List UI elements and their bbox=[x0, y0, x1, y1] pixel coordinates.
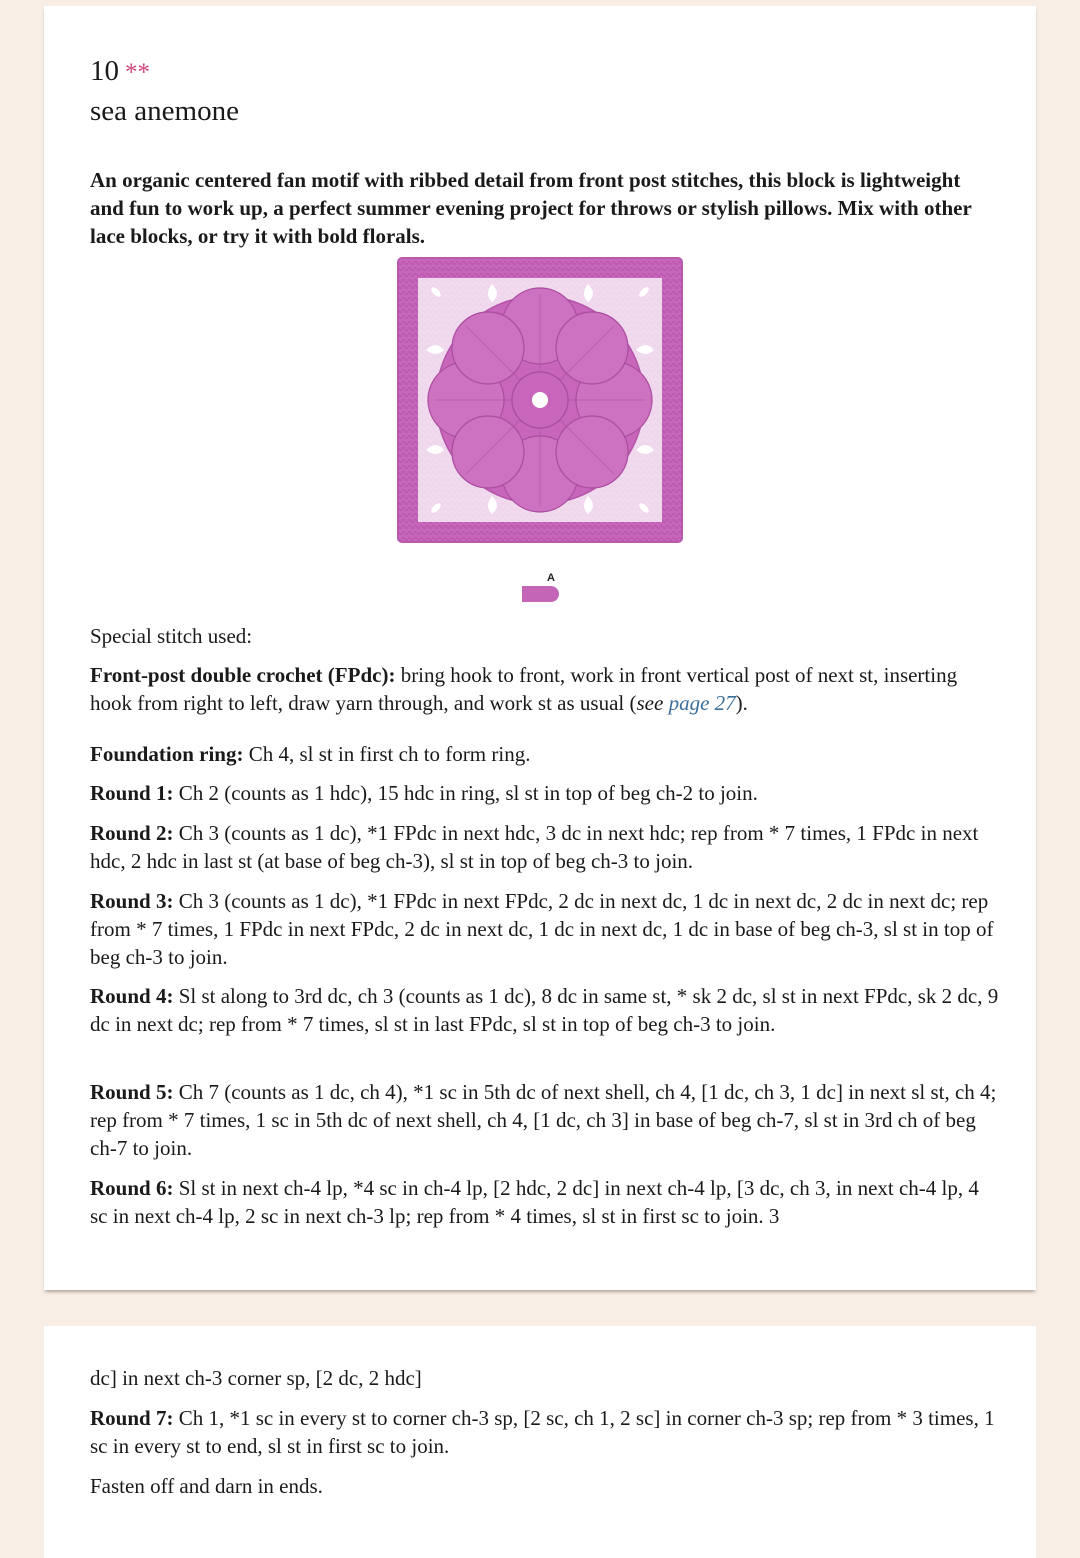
round-label: Round 7: bbox=[90, 1406, 174, 1430]
round-label: Round 2: bbox=[90, 821, 174, 845]
special-stitch-term: Front-post double crochet (FPdc): bbox=[90, 663, 396, 687]
special-stitch-text-end: ). bbox=[735, 691, 748, 715]
finishing-instruction: Fasten off and darn in ends. bbox=[90, 1474, 323, 1498]
round-text: Ch 1, *1 sc in every st to corner ch-3 sp, [2 sc, ch 1, 2 sc] in corner ch-3 sp; rep from * 3 times, 1 sc in every st to end, sl st in first sc to join. bbox=[90, 1406, 995, 1458]
special-stitch-definition bbox=[90, 661, 1000, 717]
round-6-continuation: dc] in next ch-3 corner sp, [2 dc, 2 hdc] bbox=[90, 1366, 422, 1390]
round-2-instruction bbox=[90, 819, 1000, 875]
block-number-value: 10 bbox=[90, 55, 119, 87]
round-label: Round 3: bbox=[90, 889, 174, 913]
block-number bbox=[90, 54, 150, 90]
crochet-motif-image bbox=[396, 254, 684, 544]
round-6-instruction bbox=[90, 1174, 1000, 1230]
round-4-instruction bbox=[90, 982, 1000, 1038]
yarn-color-swatch bbox=[522, 586, 559, 602]
round-text: Ch 2 (counts as 1 hdc), 15 hdc in ring, sl st in top of beg ch-2 to join. bbox=[173, 781, 758, 805]
round-label: Foundation ring: bbox=[90, 742, 244, 766]
pattern-title: sea anemone bbox=[90, 95, 239, 127]
round-text: Ch 3 (counts as 1 dc), *1 FPdc in next hdc, 3 dc in next hdc; rep from * 7 times, 1 FPdc in next hdc, 2 hdc in last st (at base of beg ch-3), sl st in top of beg ch-3 to join. bbox=[90, 821, 979, 873]
round-7-instruction bbox=[90, 1404, 1000, 1460]
round-label: Round 5: bbox=[90, 1080, 174, 1104]
page-reference-link[interactable]: page 27 bbox=[668, 691, 736, 715]
round-label: Round 1: bbox=[90, 781, 174, 805]
difficulty-stars: ** bbox=[125, 59, 150, 86]
document-page-1 bbox=[44, 6, 1036, 1290]
round-3-instruction bbox=[90, 887, 1000, 971]
foundation-ring-instruction bbox=[90, 740, 1000, 768]
round-label: Round 6: bbox=[90, 1176, 174, 1200]
special-stitch-heading: Special stitch used: bbox=[90, 624, 253, 648]
see-label: see bbox=[636, 691, 664, 715]
round-1-instruction bbox=[90, 779, 1000, 807]
round-text: Sl st along to 3rd dc, ch 3 (counts as 1 dc), 8 dc in same st, * sk 2 dc, sl st in next FPdc, sk 2 dc, 9 dc in next dc; rep from * 7 times, sl st in last FPdc, sl st in top of beg ch-3 to join. bbox=[90, 984, 999, 1036]
document-page-2 bbox=[44, 1326, 1036, 1558]
round-text: Ch 3 (counts as 1 dc), *1 FPdc in next FPdc, 2 dc in next dc, 1 dc in next dc, 2 dc in next dc; rep from * 7 times, 1 FPdc in next FPdc, 2 dc in next dc, 1 dc in next dc, 1 dc in base of beg ch-3, sl st in top of beg ch-3 to join. bbox=[90, 889, 994, 969]
pattern-intro: An organic centered fan motif with ribbed detail from front post stitches, this block is lightweight and fun to work up, a perfect summer evening project for throws or stylish pillows. Mix with other lace blocks, or try it with bold florals. bbox=[90, 168, 972, 248]
yarn-key-label: A bbox=[547, 572, 555, 584]
round-text: Sl st in next ch-4 lp, *4 sc in ch-4 lp, [2 hdc, 2 dc] in next ch-4 lp, [3 dc, ch 3, in next ch-4 lp, 4 sc in next ch-4 lp, 2 sc in next ch-3 lp; rep from * 4 times, sl st in first sc to join. 3 bbox=[90, 1176, 979, 1228]
round-text: Ch 4, sl st in first ch to form ring. bbox=[243, 742, 531, 766]
round-label: Round 4: bbox=[90, 984, 174, 1008]
round-text: Ch 7 (counts as 1 dc, ch 4), *1 sc in 5th dc of next shell, ch 4, [1 dc, ch 3, 1 dc] in next sl st, ch 4; rep from * 7 times, 1 sc in 5th dc of next shell, ch 4, [1 dc, ch 3] in base of beg ch-7, sl st in 3rd ch of beg ch-7 to join. bbox=[90, 1080, 997, 1160]
special-stitch-text: bring hook to front, work in front vertical post of next st, inserting hook from right to left, draw yarn through, and work st as usual ( bbox=[90, 663, 958, 715]
round-5-instruction bbox=[90, 1078, 1000, 1162]
